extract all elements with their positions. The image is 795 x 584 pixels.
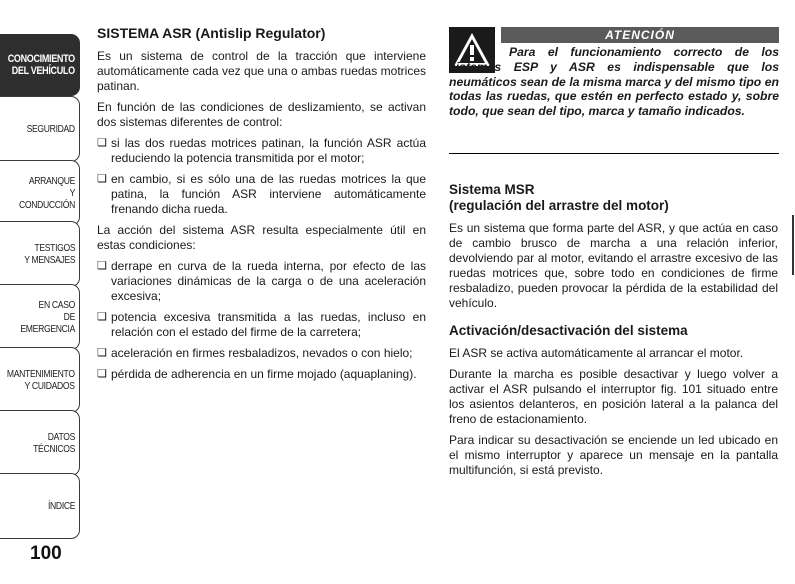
msr-subtitle: (regulación del arrastre del motor) <box>449 198 669 213</box>
page-edge-mark <box>792 215 794 275</box>
tab-datos-tecnicos[interactable] <box>0 410 80 476</box>
tab-indice[interactable] <box>0 473 80 539</box>
warning-heading: ATENCIÓN <box>501 27 779 43</box>
tab-label: ARRANQUE Y CONDUCCIÓN <box>18 175 75 211</box>
tab-conocimiento-del-vehiculo[interactable] <box>0 34 80 96</box>
list-item: ❏ pérdida de adherencia en un firme mojado (aquaplaning). <box>97 367 417 381</box>
msr-paragraph: Es un sistema que forma parte del ASR, y que actúa en caso de cambio brusco de marcha a una relación inferior, devolviendo par al motor, evitando el arrastre excesivo de las ruedas motrices que, sobre todo en condiciones de firme resbaladizo, pueden provocar la pérdida de la estabilidad del vehículo. <box>449 221 778 310</box>
list-item: ❏ aceleración en firmes resbaladizos, nevados o con hielo; <box>97 346 413 360</box>
tab-seguridad[interactable] <box>0 96 80 162</box>
tab-label: DATOS TÉCNICOS <box>33 431 75 455</box>
section-title: SISTEMA ASR (Antislip Regulator) <box>97 25 326 41</box>
checkbox-bullet-icon: ❏ <box>97 173 107 185</box>
conditions-intro: En función de las condiciones de deslizamiento, se activan dos sistemas diferentes de control: <box>97 100 426 129</box>
tab-arranque-y-conduccion[interactable] <box>0 160 80 226</box>
msr-section <box>449 182 778 484</box>
checkbox-bullet-icon: ❏ <box>97 347 107 359</box>
asr-section <box>97 25 426 388</box>
list-item: ❏ derrape en curva de la rueda interna, por efecto de las variaciones dinámicas de la carga o de una aceleración excesiva; <box>97 259 426 303</box>
checkbox-bullet-icon: ❏ <box>97 311 107 323</box>
tab-label: EN CASO DE EMERGENCIA <box>20 299 75 335</box>
list-item: ❏ en cambio, si es sólo una de las ruedas motrices la que patina, la función ASR interviene automáticamente frenando dicha rueda. <box>97 172 426 216</box>
activation-title: Activación/desactivación del sistema <box>449 323 688 338</box>
intro-paragraph: Es un sistema de control de la tracción que interviene automáticamente cada vez que una o ambas ruedas motrices patinan. <box>97 49 426 93</box>
chapter-tabs <box>0 0 82 584</box>
tab-label: CONOCIMIENTO DEL VEHÍCULO <box>7 53 75 77</box>
checkbox-bullet-icon: ❏ <box>97 260 107 272</box>
tab-label: TESTIGOS Y MENSAJES <box>23 242 75 266</box>
tab-mantenimiento-y-cuidados[interactable] <box>0 347 80 413</box>
list-item: ❏ potencia excesiva transmitida a las ruedas, incluso en relación con el estado del firme de la carretera; <box>97 310 426 339</box>
tab-testigos-y-mensajes[interactable] <box>0 221 80 287</box>
activation-paragraph: El ASR se activa automáticamente al arrancar el motor. <box>449 346 744 360</box>
activation-paragraph: Durante la marcha es posible desactivar y luego volver a activar el ASR pulsando el interruptor fig. 101 situado entre los asientos delanteros, en posición lateral a la palanca del freno de estacionamiento. <box>449 367 778 426</box>
tab-label: ÍNDICE <box>47 500 75 512</box>
activation-paragraph: Para indicar su desactivación se enciende un led ubicado en el mismo interruptor y aparece un mensaje en la pantalla multifunción, si está previsto. <box>449 433 778 477</box>
checkbox-bullet-icon: ❏ <box>97 368 107 380</box>
tab-label: MANTENIMIENTO Y CUIDADOS <box>7 368 75 392</box>
divider <box>449 153 779 154</box>
warning-box <box>449 27 779 147</box>
page-number: 100 <box>30 543 62 564</box>
checkbox-bullet-icon: ❏ <box>97 137 107 149</box>
warning-text: Para el funcionamiento correcto de los sistemas ESP y ASR es indispensable que los neumáticos sean de la misma marca y del mismo tipo en todas las ruedas, que estén en perfecto estado y, sobre todo, que sean del tipo, marca y tamaño indicados. <box>449 45 779 119</box>
msr-title: Sistema MSR <box>449 182 535 197</box>
list-item: ❏ si las dos ruedas motrices patinan, la función ASR actúa reduciendo la potencia transmitida por el motor; <box>97 136 426 165</box>
useful-intro: La acción del sistema ASR resulta especialmente útil en estas condiciones: <box>97 223 426 252</box>
tab-label: SEGURIDAD <box>26 123 75 135</box>
tab-en-caso-de-emergencia[interactable] <box>0 284 80 350</box>
